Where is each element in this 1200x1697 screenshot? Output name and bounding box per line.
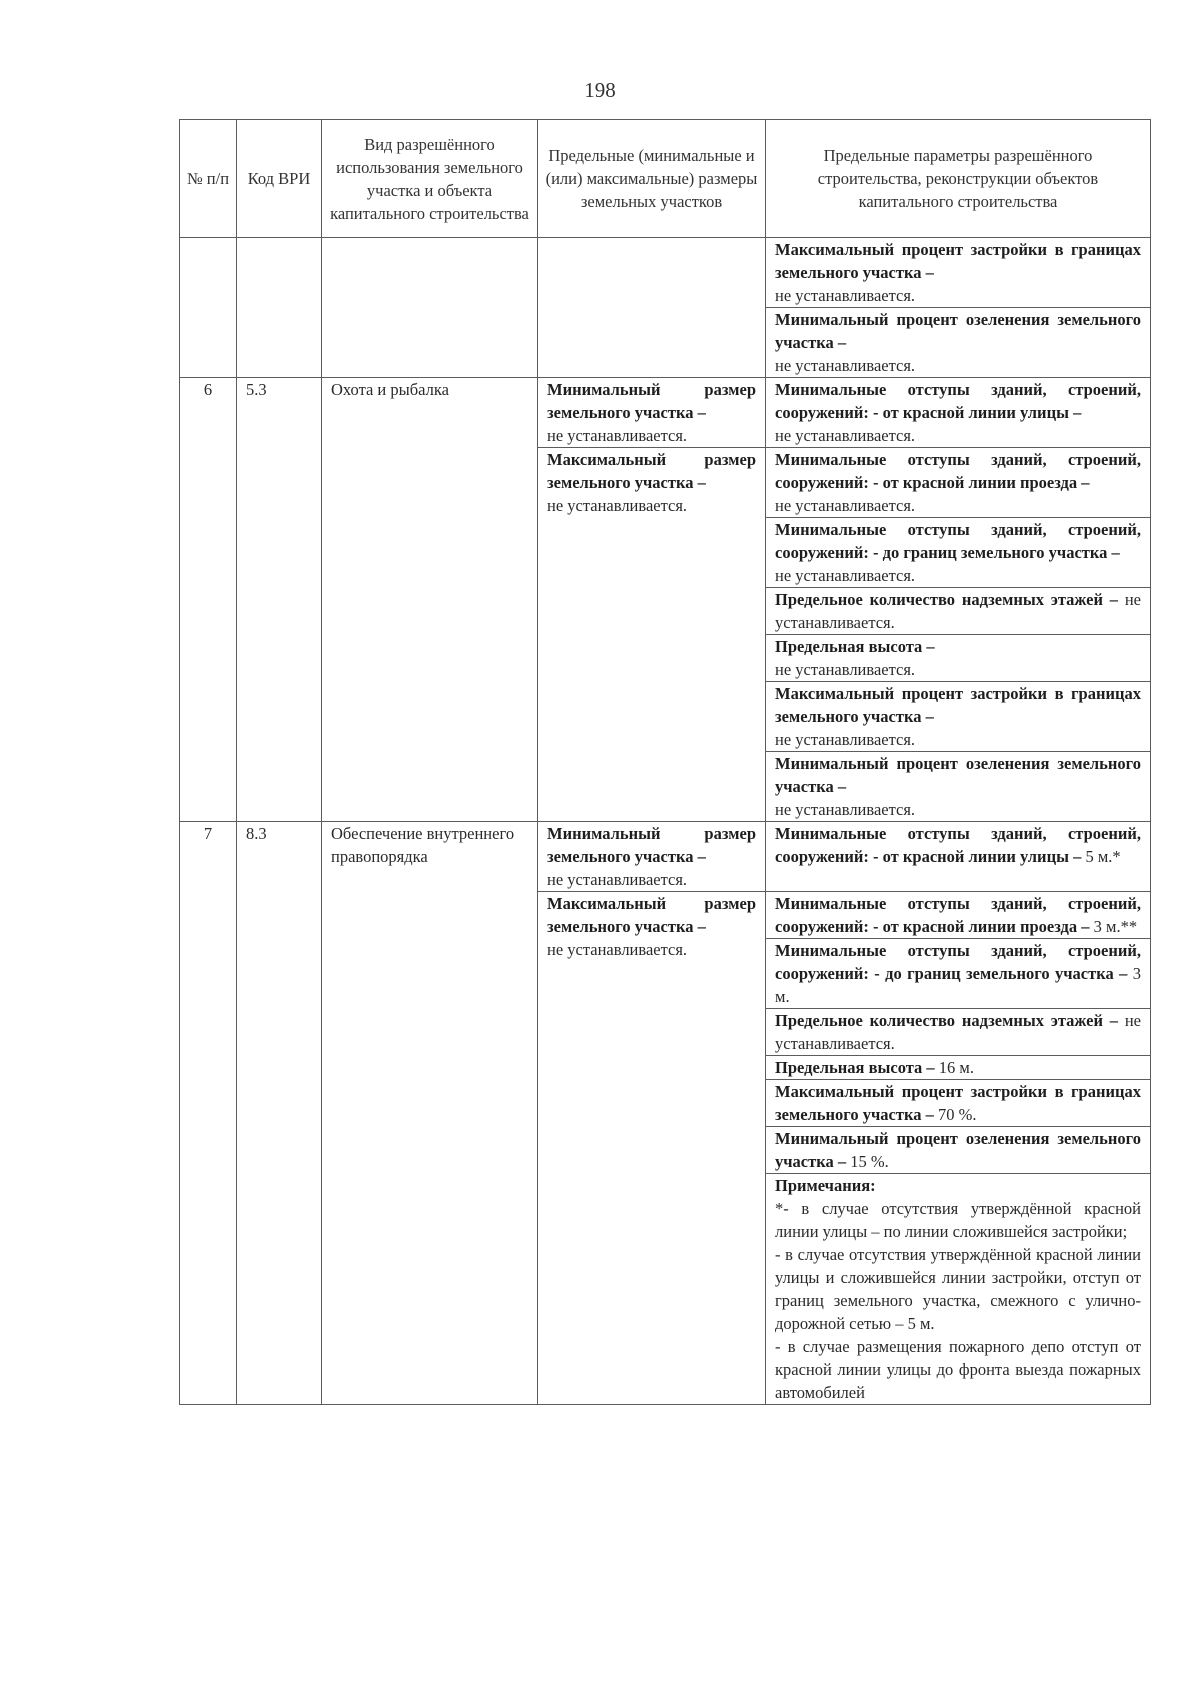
page-number: 198 <box>584 78 616 102</box>
size-value: не устанавливается. <box>547 496 688 515</box>
param-value: не устанавливается. <box>775 730 916 749</box>
notes-title: Примечания: <box>775 1176 876 1195</box>
param-cell <box>766 1127 1151 1174</box>
table-row <box>180 822 1151 892</box>
size-cell <box>538 822 766 892</box>
param-cell <box>766 238 1151 308</box>
param-cell <box>766 378 1151 448</box>
param-title: Максимальный процент застройки в границах земельного участка – <box>775 240 1141 282</box>
param-title: Минимальные отступы зданий, строений, сооружений: - от красной линии проезда – <box>775 894 1141 936</box>
param-cell <box>766 1009 1151 1056</box>
header-num: № п/п <box>180 120 237 238</box>
param-title: Предельное количество надземных этажей – <box>775 1011 1119 1030</box>
size-value: не устанавливается. <box>547 426 688 445</box>
param-value: 16 м. <box>938 1058 974 1077</box>
row-kind: Охота и рыбалка <box>322 378 538 822</box>
param-value: не устанавливается. <box>775 496 916 515</box>
row-number: 7 <box>180 822 237 1405</box>
param-value: не устанавливается. <box>775 1011 1141 1053</box>
size-title: Минимальный размер земельного участка – <box>547 824 756 866</box>
param-value: не устанавливается. <box>775 566 916 585</box>
param-title: Минимальные отступы зданий, строений, сооружений: - от красной линии улицы – <box>775 380 1141 422</box>
param-title: Максимальный процент застройки в границах земельного участка – <box>775 684 1141 726</box>
size-cell <box>538 892 766 1405</box>
param-value: не устанавливается. <box>775 660 916 679</box>
param-cell <box>766 308 1151 378</box>
row-kind: Обеспечение внутреннего правопорядка <box>322 822 538 1405</box>
size-cell <box>538 448 766 822</box>
param-cell <box>766 518 1151 588</box>
cell-size-cont <box>538 238 766 378</box>
param-title: Предельное количество надземных этажей – <box>775 590 1119 609</box>
param-value: не устанавливается. <box>775 356 916 375</box>
notes-cell <box>766 1174 1151 1405</box>
param-value: не устанавливается. <box>775 286 916 305</box>
param-cell <box>766 1080 1151 1127</box>
header-kind: Вид разрешённого использования земельного участка и объекта капитального строительства <box>322 120 538 238</box>
table-header-row <box>180 120 1151 238</box>
table-row <box>180 238 1151 308</box>
cell-num-cont <box>180 238 237 378</box>
param-cell <box>766 939 1151 1009</box>
param-value: не устанавливается. <box>775 590 1141 632</box>
param-title: Предельная высота – <box>775 1058 935 1077</box>
param-title: Минимальный процент озеленения земельного участка – <box>775 1129 1141 1171</box>
note-item: - в случае отсутствия утверждённой красной линии улицы и сложившейся линии застройки, отступ от границ земельного участка, смежного с улично-дорожной сетью – 5 м. <box>775 1245 1141 1333</box>
param-cell <box>766 635 1151 682</box>
size-value: не устанавливается. <box>547 940 688 959</box>
size-value: не устанавливается. <box>547 870 688 889</box>
param-value: 15 %. <box>850 1152 889 1171</box>
param-title: Минимальные отступы зданий, строений, сооружений: - до границ земельного участка – <box>775 520 1141 562</box>
note-item: - в случае размещения пожарного депо отступ от красной линии улицы до фронта выезда пожарных автомобилей <box>775 1337 1141 1402</box>
size-title: Максимальный размер земельного участка – <box>547 450 756 492</box>
table-row <box>180 378 1151 448</box>
param-value: 5 м.* <box>1085 847 1121 866</box>
size-cell <box>538 378 766 448</box>
param-cell <box>766 752 1151 822</box>
cell-code-cont <box>237 238 322 378</box>
param-cell <box>766 682 1151 752</box>
size-title: Минимальный размер земельного участка – <box>547 380 756 422</box>
param-value: 3 м.** <box>1093 917 1138 936</box>
note-item: *- в случае отсутствия утверждённой красной линии улицы – по линии сложившейся застройки; <box>775 1199 1141 1241</box>
param-cell <box>766 448 1151 518</box>
size-title: Максимальный размер земельного участка – <box>547 894 756 936</box>
param-cell <box>766 1056 1151 1080</box>
header-params: Предельные параметры разрешённого строительства, реконструкции объектов капитального строительства <box>766 120 1151 238</box>
param-title: Максимальный процент застройки в границах земельного участка – <box>775 1082 1141 1124</box>
param-title: Минимальные отступы зданий, строений, сооружений: - до границ земельного участка – <box>775 941 1141 983</box>
row-code: 5.3 <box>237 378 322 822</box>
param-title: Минимальные отступы зданий, строений, сооружений: - от красной линии проезда – <box>775 450 1141 492</box>
param-cell <box>766 588 1151 635</box>
param-cell <box>766 892 1151 939</box>
row-code: 8.3 <box>237 822 322 1405</box>
param-value: 3 м. <box>775 964 1141 1006</box>
param-value: не устанавливается. <box>775 800 916 819</box>
header-code: Код ВРИ <box>237 120 322 238</box>
param-title: Минимальный процент озеленения земельного участка – <box>775 310 1141 352</box>
param-title: Минимальный процент озеленения земельного участка – <box>775 754 1141 796</box>
regulations-table <box>179 119 1151 1405</box>
param-cell <box>766 822 1151 892</box>
param-title: Минимальные отступы зданий, строений, сооружений: - от красной линии улицы – <box>775 824 1141 866</box>
cell-kind-cont <box>322 238 538 378</box>
param-value: 70 %. <box>937 1105 977 1124</box>
header-size: Предельные (минимальные и (или) максимальные) размеры земельных участков <box>538 120 766 238</box>
param-title: Предельная высота – <box>775 637 935 656</box>
row-number: 6 <box>180 378 237 822</box>
param-value: не устанавливается. <box>775 426 916 445</box>
